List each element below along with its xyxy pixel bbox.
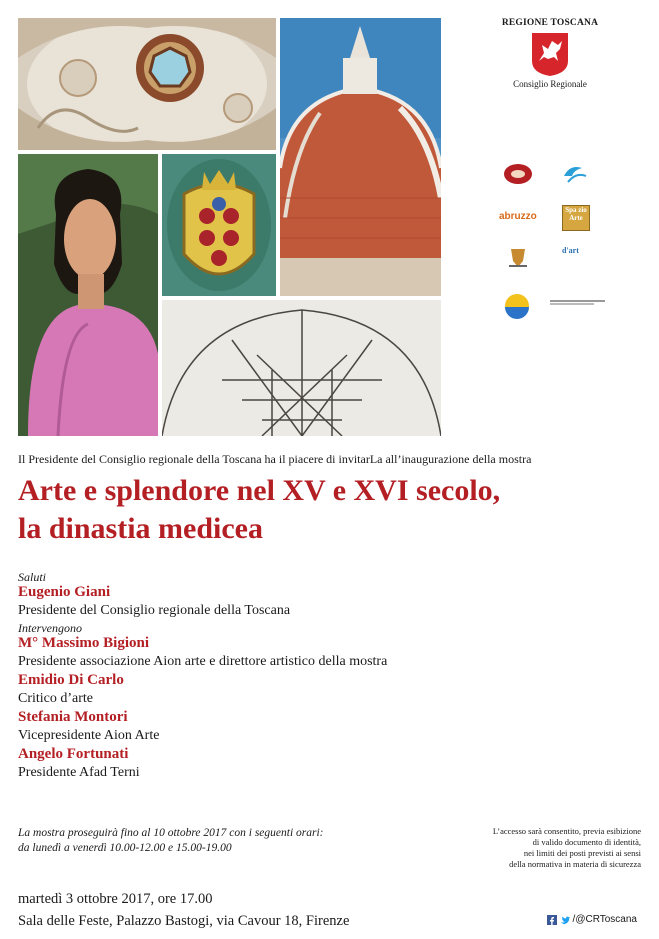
speaker-role: Presidente associazione Aion arte e direttore artistico della mostra	[18, 654, 388, 669]
intervengono-label: Intervengono	[18, 621, 82, 635]
hours-line-2: da lunedì a venerdì 10.00-12.00 e 15.00-19.00	[18, 842, 232, 854]
speaker-role: Vicepresidente Aion Arte	[18, 728, 160, 743]
sponsor-logo-arte-text: d'art	[562, 246, 579, 255]
facebook-icon[interactable]	[547, 915, 557, 925]
sponsor-logo-text	[550, 299, 605, 309]
speaker-name: Angelo Fortunati	[18, 746, 129, 762]
greeter-name: Eugenio Giani	[18, 584, 111, 600]
region-brand	[500, 18, 600, 89]
sponsor-logo-blue	[560, 162, 590, 191]
pegasus-emblem-icon	[530, 31, 570, 77]
twitter-icon[interactable]	[560, 915, 570, 925]
speaker-role: Presidente Afad Terni	[18, 765, 140, 780]
title-line-2: la dinastia medicea	[18, 512, 263, 545]
invitation-line: Il Presidente del Consiglio regionale della Toscana ha il piacere di invitarLa all’inaugurazione della mostra	[18, 452, 532, 466]
dome-image	[280, 18, 441, 296]
access-note-line: nei limiti dei posti previsti ai sensi	[523, 848, 641, 858]
saluti-label: Saluti	[18, 570, 47, 584]
social-handle[interactable]	[547, 914, 637, 925]
scaffold-drawing-image	[162, 300, 441, 436]
access-note-line: di valido documento di identità,	[532, 837, 641, 847]
event-details	[18, 888, 349, 932]
access-note	[411, 826, 641, 870]
event-date-time: martedì 3 ottobre 2017, ore 17.00	[18, 891, 213, 907]
coat-of-arms-image	[162, 154, 276, 296]
sponsor-logo-red	[503, 163, 533, 190]
program	[18, 570, 387, 783]
hours-line-1: La mostra proseguirà fino al 10 ottobre 2017 con i seguenti orari:	[18, 827, 324, 839]
title-line-1: Arte e splendore nel XV e XVI secolo,	[18, 474, 501, 507]
speaker-role: Critico d’arte	[18, 691, 94, 706]
speaker-name: Emidio Di Carlo	[18, 672, 124, 688]
speaker-name: M° Massimo Bigioni	[18, 635, 150, 651]
social-handle-text[interactable]: /@CRToscana	[572, 914, 637, 925]
access-note-line: della normativa in materia di sicurezza	[509, 859, 641, 869]
region-label: REGIONE TOSCANA	[501, 18, 599, 28]
spazio-arte-logo: Spa zio Arte	[562, 205, 590, 231]
event-venue: Sala delle Feste, Palazzo Bastogi, via Cavour 18, Firenze	[18, 913, 350, 929]
exhibition-hours	[18, 826, 324, 856]
council-label: Consiglio Regionale	[513, 79, 587, 89]
abruzzo-logo: abruzzo	[499, 211, 537, 222]
portrait-image	[18, 154, 158, 436]
exhibition-title	[18, 472, 618, 548]
sponsor-logo-crest	[505, 245, 531, 276]
sponsor-logo-arte	[562, 246, 579, 255]
access-note-line: L’accesso sarà consentito, previa esibizione	[492, 826, 641, 836]
greeter-role: Presidente del Consiglio regionale della Toscana	[18, 603, 291, 618]
speaker-name: Stefania Montori	[18, 709, 128, 725]
ceiling-fresco-image	[18, 18, 276, 150]
sponsor-logo-circle	[504, 293, 530, 324]
